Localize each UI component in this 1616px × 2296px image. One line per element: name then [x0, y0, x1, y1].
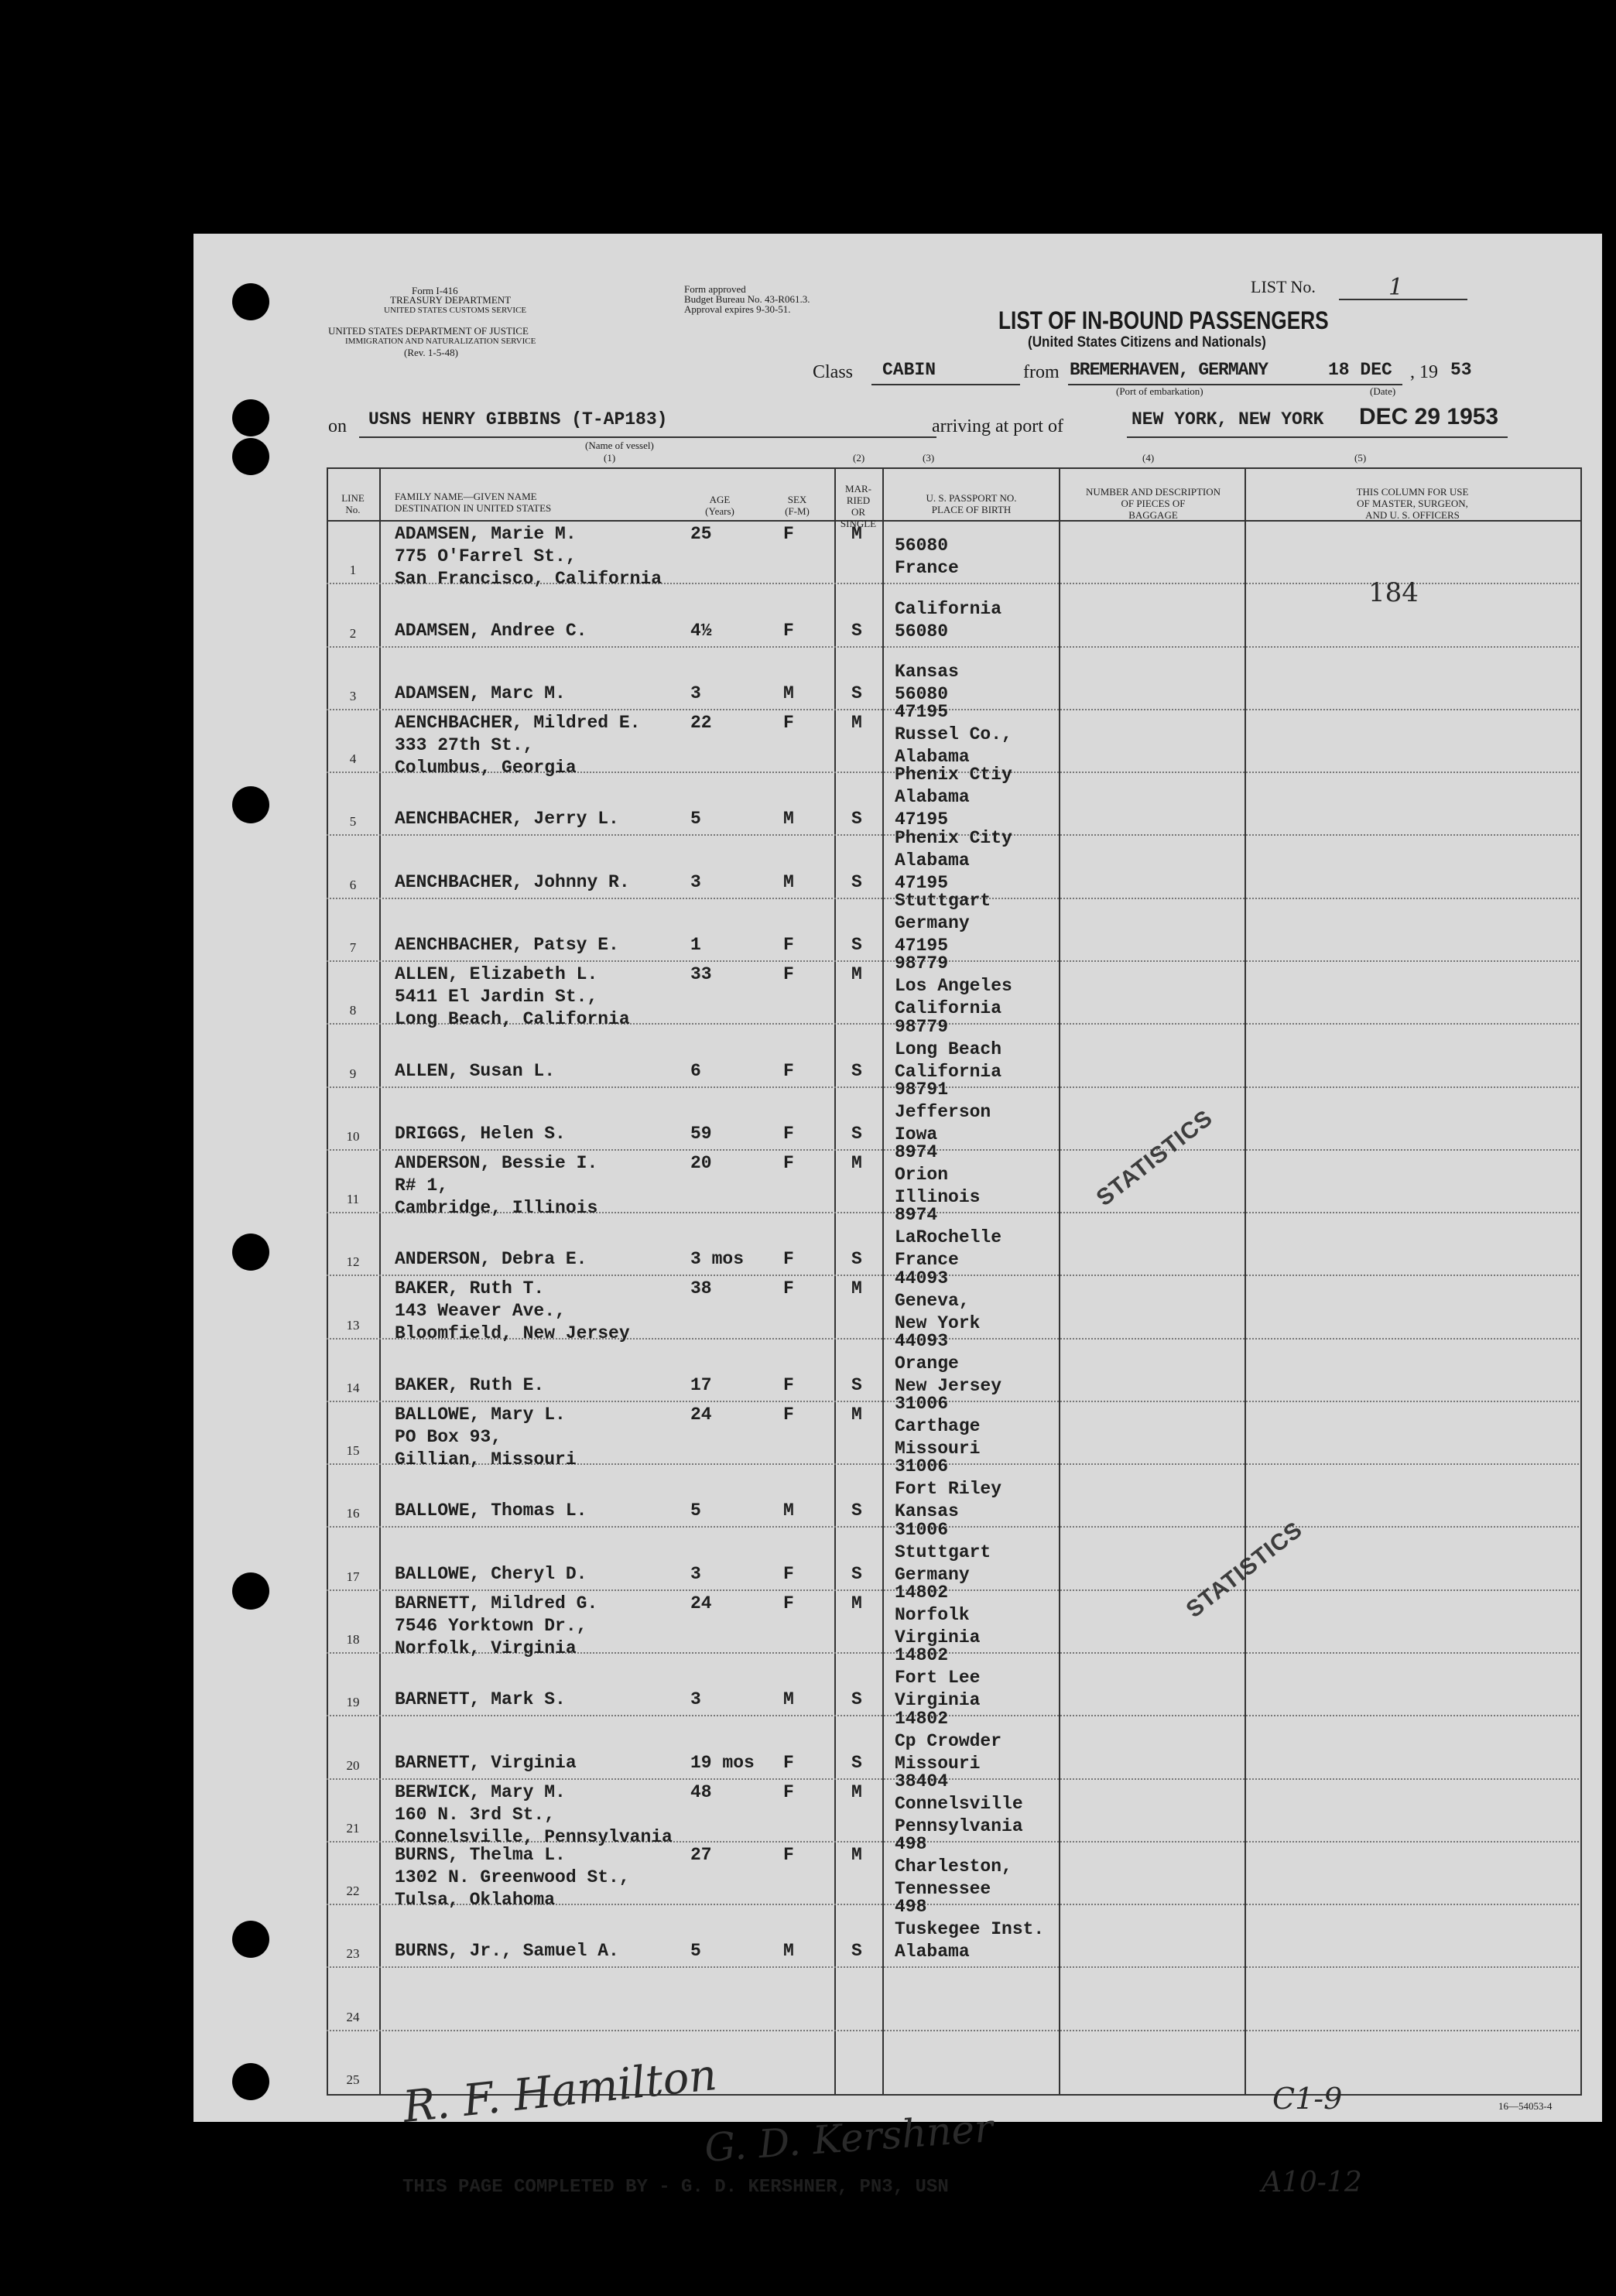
passenger-marital-status: M [851, 1278, 862, 1299]
passenger-marital-status: S [851, 1374, 862, 1395]
binder-hole [232, 1921, 269, 1958]
passenger-sex: F [783, 1563, 794, 1584]
passenger-age: 25 [690, 524, 712, 544]
col-header-married: MAR- RIED OR SINGLE [840, 483, 877, 529]
line-number: 13 [346, 1317, 360, 1333]
passport-birthplace: Phenix Ctiy Alabama 47195 [895, 765, 1012, 830]
passenger-marital-status: S [851, 1249, 862, 1270]
passport-birthplace: 14802 Cp Crowder Missouri [895, 1708, 1002, 1774]
passenger-age: 5 [690, 1941, 701, 1962]
passport-birthplace: 44093 Geneva, New York [895, 1268, 981, 1333]
arrival-date: DEC 29 1953 [1359, 404, 1499, 429]
col-number-4: (4) [1142, 452, 1155, 464]
line-number: 17 [346, 1569, 360, 1584]
passenger-age: 3 [690, 871, 701, 892]
vessel-field [359, 409, 936, 438]
col-header-line: LINE No. [341, 492, 365, 515]
passenger-sex: F [783, 963, 794, 984]
passenger-sex: F [783, 1278, 794, 1299]
passport-birthplace: Stuttgart Germany 47195 [895, 890, 991, 956]
passenger-marital-status: M [851, 1844, 862, 1865]
arriving-label: arriving at port of [932, 416, 1063, 436]
passenger-name: ADAMSEN, Andree C. [395, 620, 587, 641]
binder-hole [232, 399, 269, 436]
passenger-name: ALLEN, Elizabeth L. 5411 El Jardin St., Long Beach, California [395, 963, 630, 1029]
binder-hole [232, 283, 269, 320]
passenger-sex: M [783, 1941, 794, 1962]
officer-note: 184 [1368, 577, 1419, 608]
passenger-name: BARNETT, Mildred G. 7546 Yorktown Dr., Norfolk, Virginia [395, 1593, 598, 1658]
customs-service: UNITED STATES CUSTOMS SERVICE [384, 306, 527, 315]
passenger-name: ALLEN, Susan L. [395, 1060, 556, 1081]
passenger-age: 4½ [690, 620, 712, 641]
passenger-sex: F [783, 934, 794, 955]
passenger-age: 24 [690, 1404, 712, 1425]
passenger-name: BARNETT, Mark S. [395, 1689, 566, 1710]
col-header-name: FAMILY NAME—GIVEN NAME DESTINATION IN UNITED STATES [395, 491, 552, 514]
statistics-stamp: STATISTICS [1091, 1105, 1218, 1212]
passport-birthplace: 31006 Carthage Missouri [895, 1394, 981, 1459]
line-number: 5 [349, 814, 357, 830]
on-label: on [328, 416, 347, 436]
line-number: 21 [346, 1820, 360, 1836]
passenger-name: ADAMSEN, Marie M. 775 O'Farrel St., San Francisco, California [395, 524, 662, 589]
line-number: 11 [346, 1192, 360, 1207]
passenger-sex: F [783, 1152, 794, 1173]
passenger-marital-status: S [851, 1060, 862, 1081]
passenger-name: DRIGGS, Helen S. [395, 1123, 566, 1144]
passenger-marital-status: M [851, 963, 862, 984]
line-number: 3 [349, 688, 357, 703]
line-number: 9 [349, 1066, 357, 1081]
passenger-name: AENCHBACHER, Johnny R. [395, 871, 630, 892]
passenger-marital-status: M [851, 524, 862, 544]
passenger-name: BERWICK, Mary M. 160 N. 3rd St., Connelsville, Pennsylvania [395, 1781, 673, 1847]
line-number: 22 [346, 1884, 360, 1899]
line-number: 19 [346, 1695, 360, 1710]
passenger-age: 38 [690, 1278, 712, 1299]
passenger-age: 19 mos [690, 1752, 755, 1773]
passport-birthplace: 8974 Orion Illinois [895, 1142, 981, 1208]
line-number: 16 [346, 1506, 360, 1521]
list-no-field [1339, 274, 1467, 301]
passport-birthplace: 8974 LaRochelle France [895, 1205, 1002, 1271]
passenger-age: 22 [690, 712, 712, 733]
binder-hole [232, 1572, 269, 1610]
embarkation-port: BREMERHAVEN, GERMANY [1070, 360, 1268, 380]
arrival-field [1127, 404, 1508, 438]
passport-birthplace: 31006 Stuttgart Germany [895, 1519, 991, 1585]
col-number-2: (2) [853, 452, 865, 464]
line-number: 1 [349, 563, 357, 578]
from-field [1068, 362, 1402, 385]
form-page [193, 234, 1602, 2198]
passenger-sex: M [783, 871, 794, 892]
passenger-sex: F [783, 524, 794, 544]
passenger-sex: F [783, 1752, 794, 1773]
passenger-marital-status: S [851, 1941, 862, 1962]
binder-hole [232, 438, 269, 475]
line-number: 8 [349, 1003, 357, 1018]
passport-birthplace: 38404 Connelsville Pennsylvania [895, 1771, 1023, 1836]
line-number: 14 [346, 1380, 360, 1395]
passenger-age: 3 [690, 1689, 701, 1710]
passenger-age: 3 mos [690, 1249, 745, 1270]
passenger-sex: F [783, 1123, 794, 1144]
passenger-name: BARNETT, Virginia [395, 1752, 577, 1773]
passenger-sex: F [783, 1249, 794, 1270]
passport-birthplace: 498 Tuskegee Inst. Alabama [895, 1897, 1045, 1962]
passenger-name: BALLOWE, Mary L. PO Box 93, Gillian, Missouri [395, 1404, 577, 1470]
right-note: C1-9 [1272, 2082, 1343, 2116]
date-caption: (Date) [1370, 385, 1396, 397]
class-value: CABIN [882, 360, 936, 380]
passport-birthplace: 44093 Orange New Jersey [895, 1330, 1002, 1396]
signature-kershner: G. D. Kershner [703, 2106, 995, 2171]
passenger-age: 1 [690, 934, 701, 955]
passenger-sex: F [783, 712, 794, 733]
passenger-marital-status: S [851, 1500, 862, 1521]
passenger-sex: M [783, 683, 794, 703]
col-header-passport: U. S. PASSPORT NO. PLACE OF BIRTH [926, 492, 1017, 515]
passenger-name: ADAMSEN, Marc M. [395, 683, 566, 703]
list-no-value: 1 [1388, 274, 1404, 301]
passenger-sex: F [783, 1593, 794, 1613]
col-number-5: (5) [1354, 452, 1367, 464]
year-value: 53 [1450, 360, 1472, 380]
from-label: from [1023, 362, 1060, 382]
passenger-age: 17 [690, 1374, 712, 1395]
passenger-age: 20 [690, 1152, 712, 1173]
passport-birthplace: 31006 Fort Riley Kansas [895, 1456, 1002, 1522]
statistics-stamp: STATISTICS [1181, 1517, 1308, 1624]
list-no-label: LIST No. [1251, 277, 1316, 296]
line-number: 20 [346, 1757, 360, 1773]
passport-birthplace: 56080 France [895, 536, 959, 579]
line-number: 15 [346, 1443, 360, 1459]
passport-birthplace: 98791 Jefferson Iowa [895, 1079, 991, 1145]
passenger-age: 59 [690, 1123, 712, 1144]
passport-birthplace: Kansas 56080 [895, 661, 959, 704]
approval-line-2: Budget Bureau No. 43-R061.3. [684, 293, 810, 305]
binder-hole [232, 2063, 269, 2100]
col-header-officers: THIS COLUMN FOR USE OF MASTER, SURGEON, AND U. S. OFFICERS [1356, 486, 1469, 521]
port-caption: (Port of embarkation) [1116, 385, 1203, 397]
col-header-sex: SEX (F-M) [785, 494, 810, 517]
passenger-sex: M [783, 809, 794, 830]
passport-birthplace: California 56080 [895, 598, 1002, 642]
passport-birthplace: Phenix City Alabama 47195 [895, 827, 1012, 893]
embarkation-date: 18 DEC [1328, 360, 1392, 380]
passenger-marital-status: M [851, 1404, 862, 1425]
passport-birthplace: 98779 Los Angeles California [895, 953, 1012, 1019]
passenger-age: 6 [690, 1060, 701, 1081]
naturalization-service: IMMIGRATION AND NATURALIZATION SERVICE [345, 337, 536, 346]
passenger-name: ANDERSON, Debra E. [395, 1249, 587, 1270]
passenger-marital-status: S [851, 1563, 862, 1584]
passenger-name: BAKER, Ruth T. 143 Weaver Ave., Bloomfield, New Jersey [395, 1278, 630, 1344]
passenger-age: 3 [690, 683, 701, 703]
passenger-sex: F [783, 1374, 794, 1395]
passenger-sex: F [783, 1404, 794, 1425]
form-revision: (Rev. 1-5-48) [404, 347, 458, 358]
form-number: Form I-416 [412, 285, 458, 296]
passenger-name: AENCHBACHER, Mildred E. 333 27th St., Columbus, Georgia [395, 712, 641, 778]
department-justice: UNITED STATES DEPARTMENT OF JUSTICE [328, 325, 529, 337]
passenger-age: 33 [690, 963, 712, 984]
vessel-name: USNS HENRY GIBBINS (T-AP183) [368, 409, 668, 429]
vessel-caption: (Name of vessel) [585, 440, 654, 451]
line-number: 10 [346, 1128, 360, 1144]
page-title: LIST OF IN-BOUND PASSENGERS [998, 306, 1329, 334]
completed-by: THIS PAGE COMPLETED BY - G. D. KERSHNER, PN3, USN [402, 2177, 949, 2198]
table-body [327, 520, 1579, 2092]
col-number-1: (1) [604, 452, 616, 464]
passenger-marital-status: S [851, 683, 862, 703]
line-number: 6 [349, 877, 357, 892]
passenger-age: 5 [690, 1500, 701, 1521]
passenger-marital-status: S [851, 1689, 862, 1710]
class-label: Class [813, 362, 854, 382]
passenger-sex: F [783, 620, 794, 641]
col-number-3: (3) [923, 452, 935, 464]
passenger-name: BAKER, Ruth E. [395, 1374, 545, 1395]
line-number: 25 [346, 2072, 360, 2087]
approval-line-1: Form approved [684, 283, 746, 295]
approval-line-3: Approval expires 9-30-51. [684, 303, 791, 315]
col-header-age: AGE (Years) [705, 494, 734, 517]
passenger-marital-status: S [851, 871, 862, 892]
signature-hamilton: R. F. Hamilton [400, 2049, 720, 2133]
passenger-age: 5 [690, 809, 701, 830]
passenger-name: AENCHBACHER, Patsy E. [395, 934, 619, 955]
line-number: 24 [346, 2009, 360, 2024]
passenger-sex: M [783, 1500, 794, 1521]
passport-birthplace: 47195 Russel Co., Alabama [895, 702, 1012, 768]
department-treasury: TREASURY DEPARTMENT [390, 294, 512, 306]
page-subtitle: (United States Citizens and Nationals) [1028, 334, 1266, 351]
line-number: 12 [346, 1254, 360, 1270]
class-field [871, 362, 1020, 385]
right-note: A10-12 [1262, 2167, 1362, 2198]
passenger-age: 3 [690, 1563, 701, 1584]
passenger-sex: F [783, 1781, 794, 1802]
passenger-marital-status: S [851, 1752, 862, 1773]
passenger-marital-status: S [851, 809, 862, 830]
line-number: 7 [349, 939, 357, 955]
passport-birthplace: 14802 Norfolk Virginia [895, 1583, 981, 1648]
passenger-marital-status: S [851, 620, 862, 641]
line-number: 23 [346, 1946, 360, 1962]
passenger-name: ANDERSON, Bessie I. R# 1, Cambridge, Illinois [395, 1152, 598, 1218]
col-header-baggage: NUMBER AND DESCRIPTION OF PIECES OF BAGGAGE [1085, 486, 1221, 521]
passenger-marital-status: S [851, 934, 862, 955]
passport-birthplace: 98779 Long Beach California [895, 1016, 1002, 1082]
row-rule [327, 1966, 1579, 1968]
passenger-age: 48 [690, 1781, 712, 1802]
passenger-name: BALLOWE, Cheryl D. [395, 1563, 587, 1584]
passenger-sex: F [783, 1060, 794, 1081]
row-rule [327, 646, 1579, 648]
passenger-age: 27 [690, 1844, 712, 1865]
year-prefix: , 19 [1410, 362, 1438, 382]
passenger-sex: M [783, 1689, 794, 1710]
passenger-marital-status: M [851, 1152, 862, 1173]
line-number: 4 [349, 751, 357, 767]
passenger-sex: F [783, 1844, 794, 1865]
footer-code: 16—54053-4 [1498, 2100, 1553, 2112]
passport-birthplace: 498 Charleston, Tennessee [895, 1834, 1012, 1900]
passenger-marital-status: M [851, 712, 862, 733]
arrival-port: NEW YORK, NEW YORK [1132, 409, 1324, 429]
passenger-name: BURNS, Thelma L. 1302 N. Greenwood St., Tulsa, Oklahoma [395, 1844, 630, 1910]
line-number: 2 [349, 625, 357, 641]
passenger-name: BURNS, Jr., Samuel A. [395, 1941, 619, 1962]
passenger-marital-status: M [851, 1781, 862, 1802]
passenger-name: BALLOWE, Thomas L. [395, 1500, 587, 1521]
line-number: 18 [346, 1632, 360, 1648]
passport-birthplace: 14802 Fort Lee Virginia [895, 1645, 981, 1711]
passenger-name: AENCHBACHER, Jerry L. [395, 809, 619, 830]
passenger-age: 24 [690, 1593, 712, 1613]
passenger-marital-status: M [851, 1593, 862, 1613]
row-rule [327, 2030, 1579, 2031]
binder-hole [232, 786, 269, 823]
passenger-marital-status: S [851, 1123, 862, 1144]
binder-hole [232, 1234, 269, 1271]
